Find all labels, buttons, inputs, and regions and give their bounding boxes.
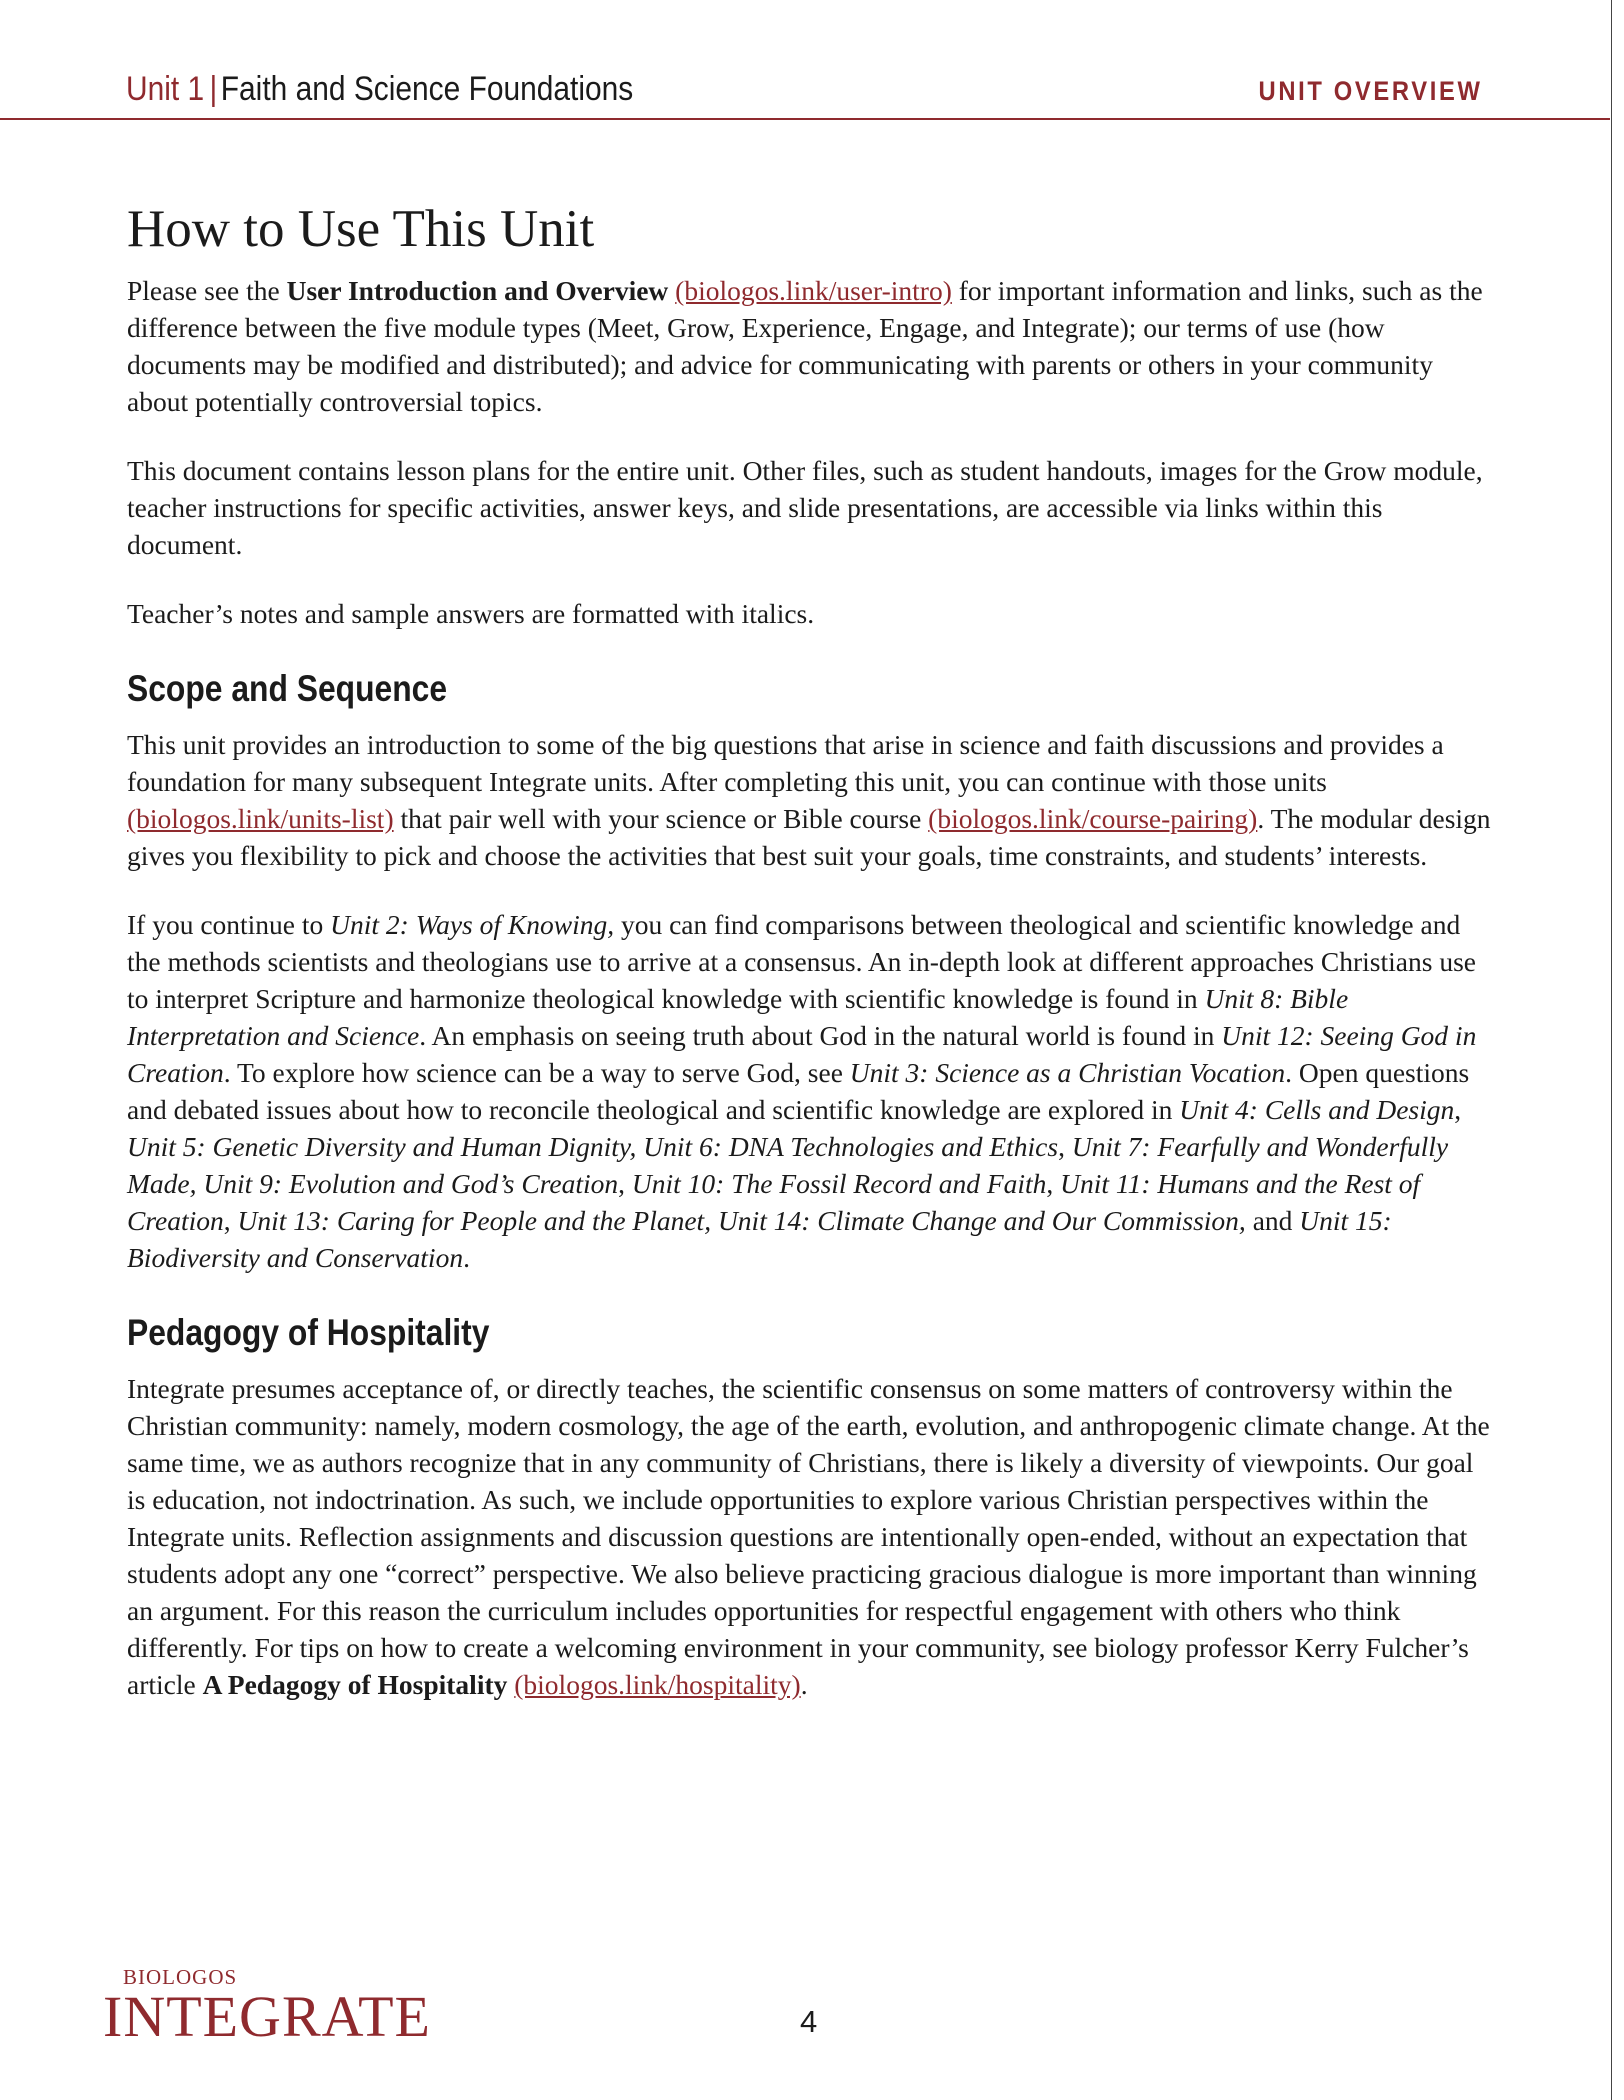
page-number: 4 (800, 2004, 818, 2039)
unit-reference: Unit 10: The Fossil Record and Faith (631, 1168, 1047, 1200)
text: Please see the (127, 275, 287, 307)
unit-reference: Unit 4: Cells and Design (1179, 1094, 1455, 1126)
scope-paragraph-2 (127, 906, 1497, 1276)
page-content (127, 200, 1497, 1735)
page-header (0, 0, 1610, 120)
unit-separator: | (209, 70, 218, 108)
text: . Open questions and debated issues about how to reconcile theological and scientific knowledge are explored in (127, 1057, 1470, 1126)
text: . An emphasis on seeing truth about God in the natural world is found in (419, 1020, 1222, 1052)
scope-section (127, 668, 1497, 1276)
pedagogy-paragraph (127, 1370, 1497, 1703)
text: , (618, 1168, 632, 1200)
text: If you continue to (127, 909, 331, 941)
unit-reference: Unit 5: Genetic Diversity and Human Dignity, Unit 6: DNA Technologies and Ethics (127, 1131, 1059, 1163)
course-pairing-link[interactable]: (biologos.link/course-pairing) (928, 803, 1258, 835)
unit-label (126, 70, 633, 109)
notes-paragraph: Teacher’s notes and sample answers are formatted with italics. (127, 598, 815, 630)
text: and (1245, 1205, 1300, 1237)
bold-doc-title: User Introduction and Overview (286, 275, 669, 307)
hospitality-link[interactable]: (biologos.link/hospitality) (514, 1669, 801, 1701)
units-list-link[interactable]: (biologos.link/units-list) (127, 803, 394, 835)
unit-reference: Unit 7: Fearfully and Wonderfully Made, Unit 9: Evolution and God’s Creation (127, 1131, 1449, 1200)
text: . The modular design gives you flexibility to pick and choose the activities that best suit your goals, time constraints, and students’ interests. (127, 803, 1491, 872)
unit-reference: Unit 2: Ways of Knowing, (330, 909, 615, 941)
text: , (1058, 1131, 1072, 1163)
logo-biologos: BIOLOGOS (123, 1965, 238, 1989)
unit-reference: Unit 13: Caring for People and the Planet, Unit 14: Climate Change and Our Commission, (237, 1205, 1246, 1237)
scope-heading: Scope and Sequence (127, 668, 448, 710)
text: that pair well with your science or Bible course (393, 803, 929, 835)
text: . To explore how science can be a way to serve God, see (223, 1057, 850, 1089)
text: , (1046, 1168, 1061, 1200)
logo-integrate: INTEGRATE (103, 1984, 431, 2049)
scope-paragraph-1 (127, 726, 1497, 874)
page-title: How to Use This Unit (127, 200, 595, 258)
unit-reference: Unit 3: Science as a Christian Vocation (849, 1057, 1286, 1089)
unit-reference: Unit 12: Seeing God in Creation (127, 1020, 1477, 1089)
page-edge-rule (1611, 0, 1612, 2100)
pedagogy-section (127, 1312, 1497, 1703)
text: you can find comparisons between theological and scientific knowledge and the methods scientists and theologians use to arrive at a consensus. An in-depth look at different approaches Christians use to interpret Scripture and harmonize theological knowledge with scientific knowledge is found in (127, 909, 1476, 1015)
section-label: UNIT OVERVIEW (1259, 76, 1483, 106)
text: , (223, 1205, 238, 1237)
unit-number: Unit 1 (126, 70, 205, 108)
intro-paragraph (127, 272, 1497, 420)
unit-reference: Unit 11: Humans and the Rest of Creation (127, 1168, 1421, 1237)
unit-reference: Unit 15: Biodiversity and Conservation (127, 1205, 1392, 1274)
text: . (463, 1242, 470, 1274)
unit-title: Faith and Science Foundations (220, 70, 634, 108)
document-paragraph: This document contains lesson plans for the entire unit. Other files, such as student handouts, images for the Grow module, teacher instructions for specific activities, answer keys, and slide presentations, are accessible via links within this document. (127, 455, 1483, 561)
text: for important information and links, such as the difference between the five module types (Meet, Grow, Experience, Engage, and Integrate); our terms of use (how documents may be modified and distributed); and advice for communicating with parents or others in your community about potentially controversial topics. (127, 275, 1483, 418)
user-intro-link[interactable]: (biologos.link/user-intro) (675, 275, 952, 307)
bold-article-title: A Pedagogy of Hospitality (202, 1669, 508, 1701)
text: . (800, 1669, 808, 1701)
pedagogy-heading: Pedagogy of Hospitality (127, 1312, 490, 1354)
unit-reference: Unit 8: Bible Interpretation and Science (127, 983, 1349, 1052)
text: This unit provides an introduction to some of the big questions that arise in science and faith discussions and provides a foundation for many subsequent Integrate units. After completing this unit, you can continue with those units (127, 729, 1444, 798)
biologos-integrate-logo (103, 1965, 431, 2049)
text: , (1454, 1094, 1462, 1126)
text: Integrate presumes acceptance of, or directly teaches, the scientific consensus on some matters of controversy within the Christian community: namely, modern cosmology, the age of the earth, evolution, and anthropogenic climate change. At the same time, we as authors recognize that in any community of Christians, there is likely a diversity of viewpoints. Our goal is education, not indoctrination. As such, we include opportunities to explore various Christian perspectives within the Integrate units. Reflection assignments and discussion questions are intentionally open-ended, without an expectation that students adopt any one “correct” perspective. We also believe practicing gracious dialogue is more important than winning an argument. For this reason the curriculum includes opportunities for respectful engagement with others who think differently. For tips on how to create a welcoming environment in your community, see biology professor Kerry Fulcher’s article (127, 1373, 1490, 1701)
